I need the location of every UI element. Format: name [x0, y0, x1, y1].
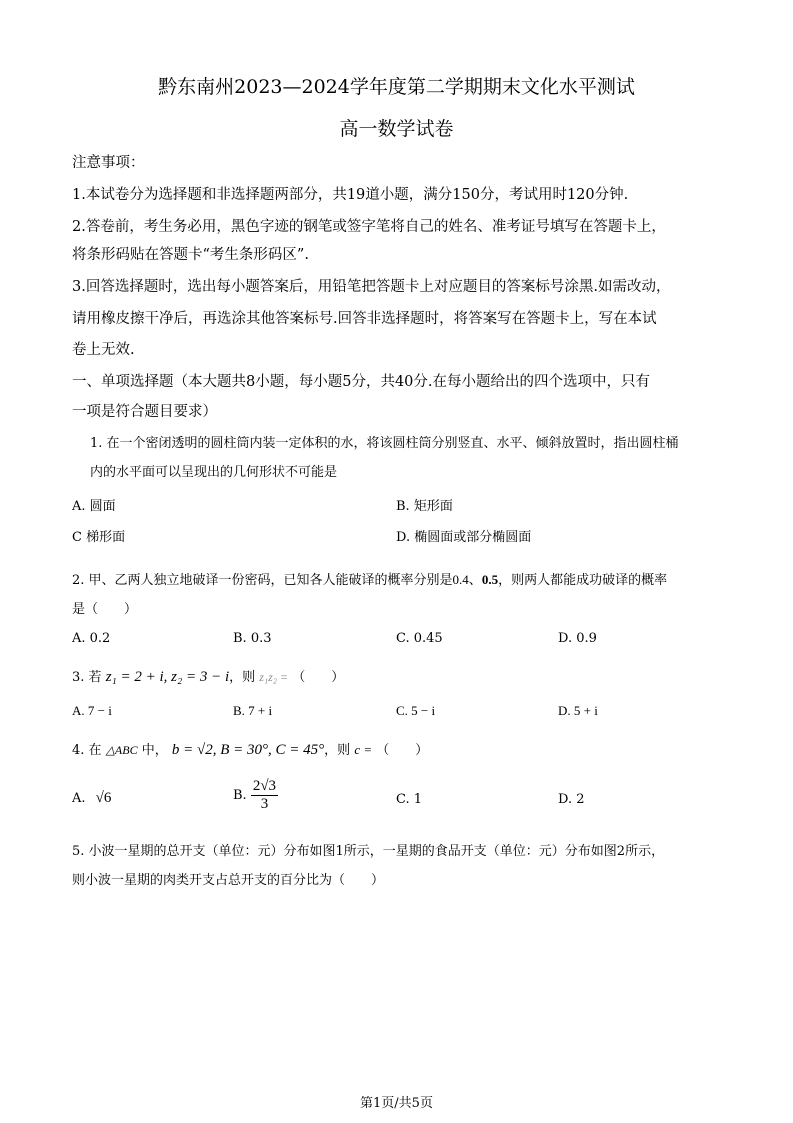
notice-item-3: 3.回答选择题时，选出每小题答案后，用铅笔把答题卡上对应题目的答案标号涂黑.如需改动， — [72, 279, 671, 295]
q2-text-a: 2. 甲、乙两人独立地破译一份密码，已知各人能破译的概率分别是 — [72, 573, 453, 588]
q4-text — [72, 739, 428, 759]
q4-option-c: C. 1 — [396, 792, 423, 807]
exam-title: 黔东南州2023—2024学年度第二学期期末文化水平测试 — [158, 76, 635, 98]
q3-suffix: （ ） — [292, 670, 345, 685]
q4-ask: c = — [354, 742, 373, 757]
q4-mid: 中， — [141, 743, 168, 758]
q5-text-cont: 则小波一星期的肉类开支占总开支的百分比为（ ） — [72, 873, 385, 888]
q3-prefix: 3. 若 — [72, 670, 102, 685]
q1-text-cont: 内的水平面可以呈现出的几何形状不可能是 — [90, 465, 338, 480]
q2-option-c: C. 0.45 — [396, 631, 443, 646]
q2-separator: 、 — [468, 573, 482, 588]
q2-text-b: ，则两人都能成功破译的概率 — [498, 573, 668, 588]
q3-option-d: D. 5 + i — [558, 703, 598, 718]
q4-mid2: ，则 — [324, 743, 351, 758]
q1-option-a: A. 圆面 — [72, 499, 116, 514]
section-heading: 一、单项选择题（本大题共8小题，每小题5分，共40分.在每小题给出的四个选项中，只有 — [72, 374, 651, 390]
q3-option-c: C. 5 − i — [396, 703, 436, 718]
q2-text — [72, 569, 667, 588]
q1-option-c: C 梯形面 — [72, 530, 126, 545]
q4-option-b-label: B. — [233, 788, 247, 803]
q4-option-b-fraction — [251, 778, 278, 813]
q2-option-d: D. 0.9 — [558, 631, 597, 646]
q4-triangle: △ABC — [105, 743, 138, 757]
notice-heading: 注意事项： — [72, 155, 145, 171]
q2-prob-2: 0.5 — [481, 572, 499, 587]
q3-option-a: A. 7 − i — [72, 703, 112, 718]
q4-option-d: D. 2 — [558, 792, 585, 807]
notice-item-3-end: 卷上无效. — [72, 342, 135, 358]
section-heading-cont: 一项是符合题目要求） — [72, 404, 217, 420]
q4-option-a-value: √6 — [95, 790, 112, 806]
q3-ask: z₁z₂ = — [259, 670, 289, 684]
q3-expression: z₁ = 2 + i, z₂ = 3 − i — [105, 669, 230, 685]
q4-prefix: 4. 在 — [72, 743, 102, 758]
q1-option-d: D. 椭圆面或部分椭圆面 — [396, 530, 532, 545]
q1-option-b: B. 矩形面 — [396, 499, 453, 514]
exam-subtitle: 高一数学试卷 — [339, 118, 454, 140]
q4-option-b-numerator: 2√3 — [252, 778, 277, 794]
q2-option-a: A. 0.2 — [72, 631, 111, 646]
q2-prob-1: 0.4 — [452, 572, 469, 587]
q4-conditions: b = √2, B = 30°, C = 45° — [171, 742, 325, 758]
q1-text: 1. 在一个密闭透明的圆柱筒内装一定体积的水，将该圆柱筒分别竖直、水平、倾斜放置时，指出圆柱桶 — [90, 436, 679, 451]
q4-option-a — [72, 790, 111, 807]
q2-text-cont: 是（ ） — [72, 602, 138, 617]
q4-option-b — [233, 778, 278, 813]
q3-text — [72, 666, 344, 686]
page-number: 第1页/共5页 — [360, 1096, 433, 1111]
q2-option-b: B. 0.3 — [233, 631, 272, 646]
notice-item-2: 2.答卷前，考生务必用，黑色字迹的钢笔或签字笔将自己的姓名、准考证号填写在答题卡上， — [72, 219, 666, 235]
notice-item-2-cont: 将条形码贴在答题卡“考生条形码区”. — [72, 247, 309, 263]
q4-option-b-denominator: 3 — [260, 796, 269, 812]
q4-suffix: （ ） — [376, 743, 429, 758]
q3-option-b: B. 7 + i — [233, 703, 273, 718]
q5-text: 5. 小波一星期的总开支（单位：元）分布如图1所示，一星期的食品开支（单位：元）分布如图2所示， — [72, 844, 665, 859]
notice-item-3-cont: 请用橡皮擦干净后，再选涂其他答案标号.回答非选择题时，将答案写在答题卡上，写在本试 — [72, 311, 657, 327]
q4-option-a-label: A. — [72, 791, 86, 806]
q3-mid: ，则 — [229, 670, 256, 685]
notice-item-1: 1.本试卷分为选择题和非选择题两部分，共19道小题，满分150分，考试用时120分钟. — [72, 187, 629, 203]
